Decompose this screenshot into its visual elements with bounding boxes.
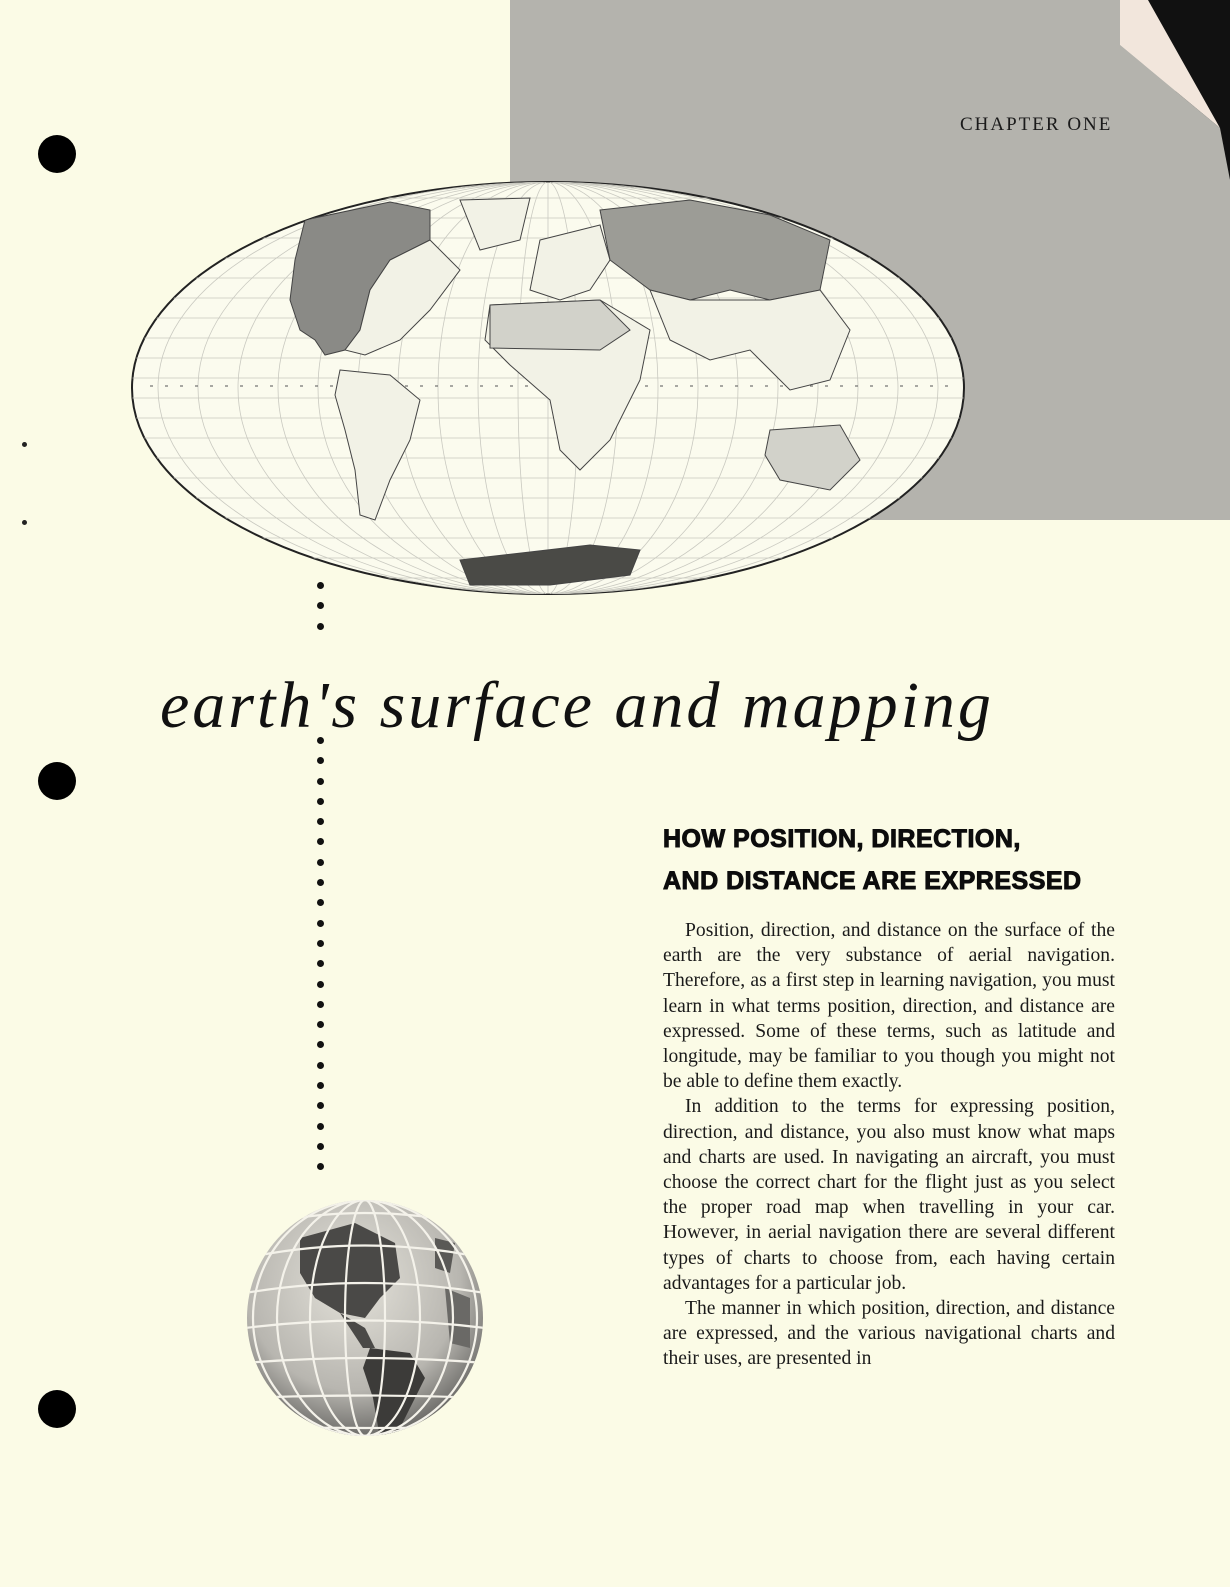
paragraph: The manner in which position, direction, and distance are expressed, and the various navigational charts and their uses, are presented in bbox=[663, 1298, 1115, 1370]
stray-mark bbox=[22, 520, 27, 525]
section-heading-line2: AND DISTANCE ARE EXPRESSED bbox=[663, 867, 1082, 895]
chapter-title: earth's surface and mapping bbox=[160, 669, 994, 742]
section-heading-line1: HOW POSITION, DIRECTION, bbox=[663, 825, 1021, 853]
chapter-label: CHAPTER ONE bbox=[960, 114, 1113, 135]
binder-hole-middle bbox=[38, 762, 76, 800]
binder-hole-bottom bbox=[38, 1390, 76, 1428]
body-text bbox=[663, 918, 1115, 1372]
stray-mark bbox=[22, 442, 27, 447]
paragraph: Position, direction, and distance on the surface of the earth are the very substance of aerial navigation. Therefore, as a first step in learning navigation, you must learn in what terms position, direction, and distance are expressed. Some of these terms, such as latitude and longitude, may be familiar to you though you might not be able to define them exactly. bbox=[663, 920, 1115, 1093]
paragraph: In addition to the terms for expressing position, direction, and distance, you also must know what maps and charts are used. In navigating an aircraft, you must choose the correct chart for the flight just as you select the proper road map when travelling in your car. However, in aerial navigation there are several different types of charts to choose from, each having certain advantages for a particular job. bbox=[663, 1096, 1115, 1294]
world-map-figure bbox=[130, 180, 970, 600]
page-corner-fold bbox=[1120, 0, 1230, 180]
dotted-line-lower bbox=[317, 737, 325, 1184]
section-heading bbox=[663, 818, 1082, 902]
dotted-line-upper bbox=[317, 582, 325, 643]
globe-illustration bbox=[245, 1198, 485, 1438]
binder-hole-top bbox=[38, 135, 76, 173]
